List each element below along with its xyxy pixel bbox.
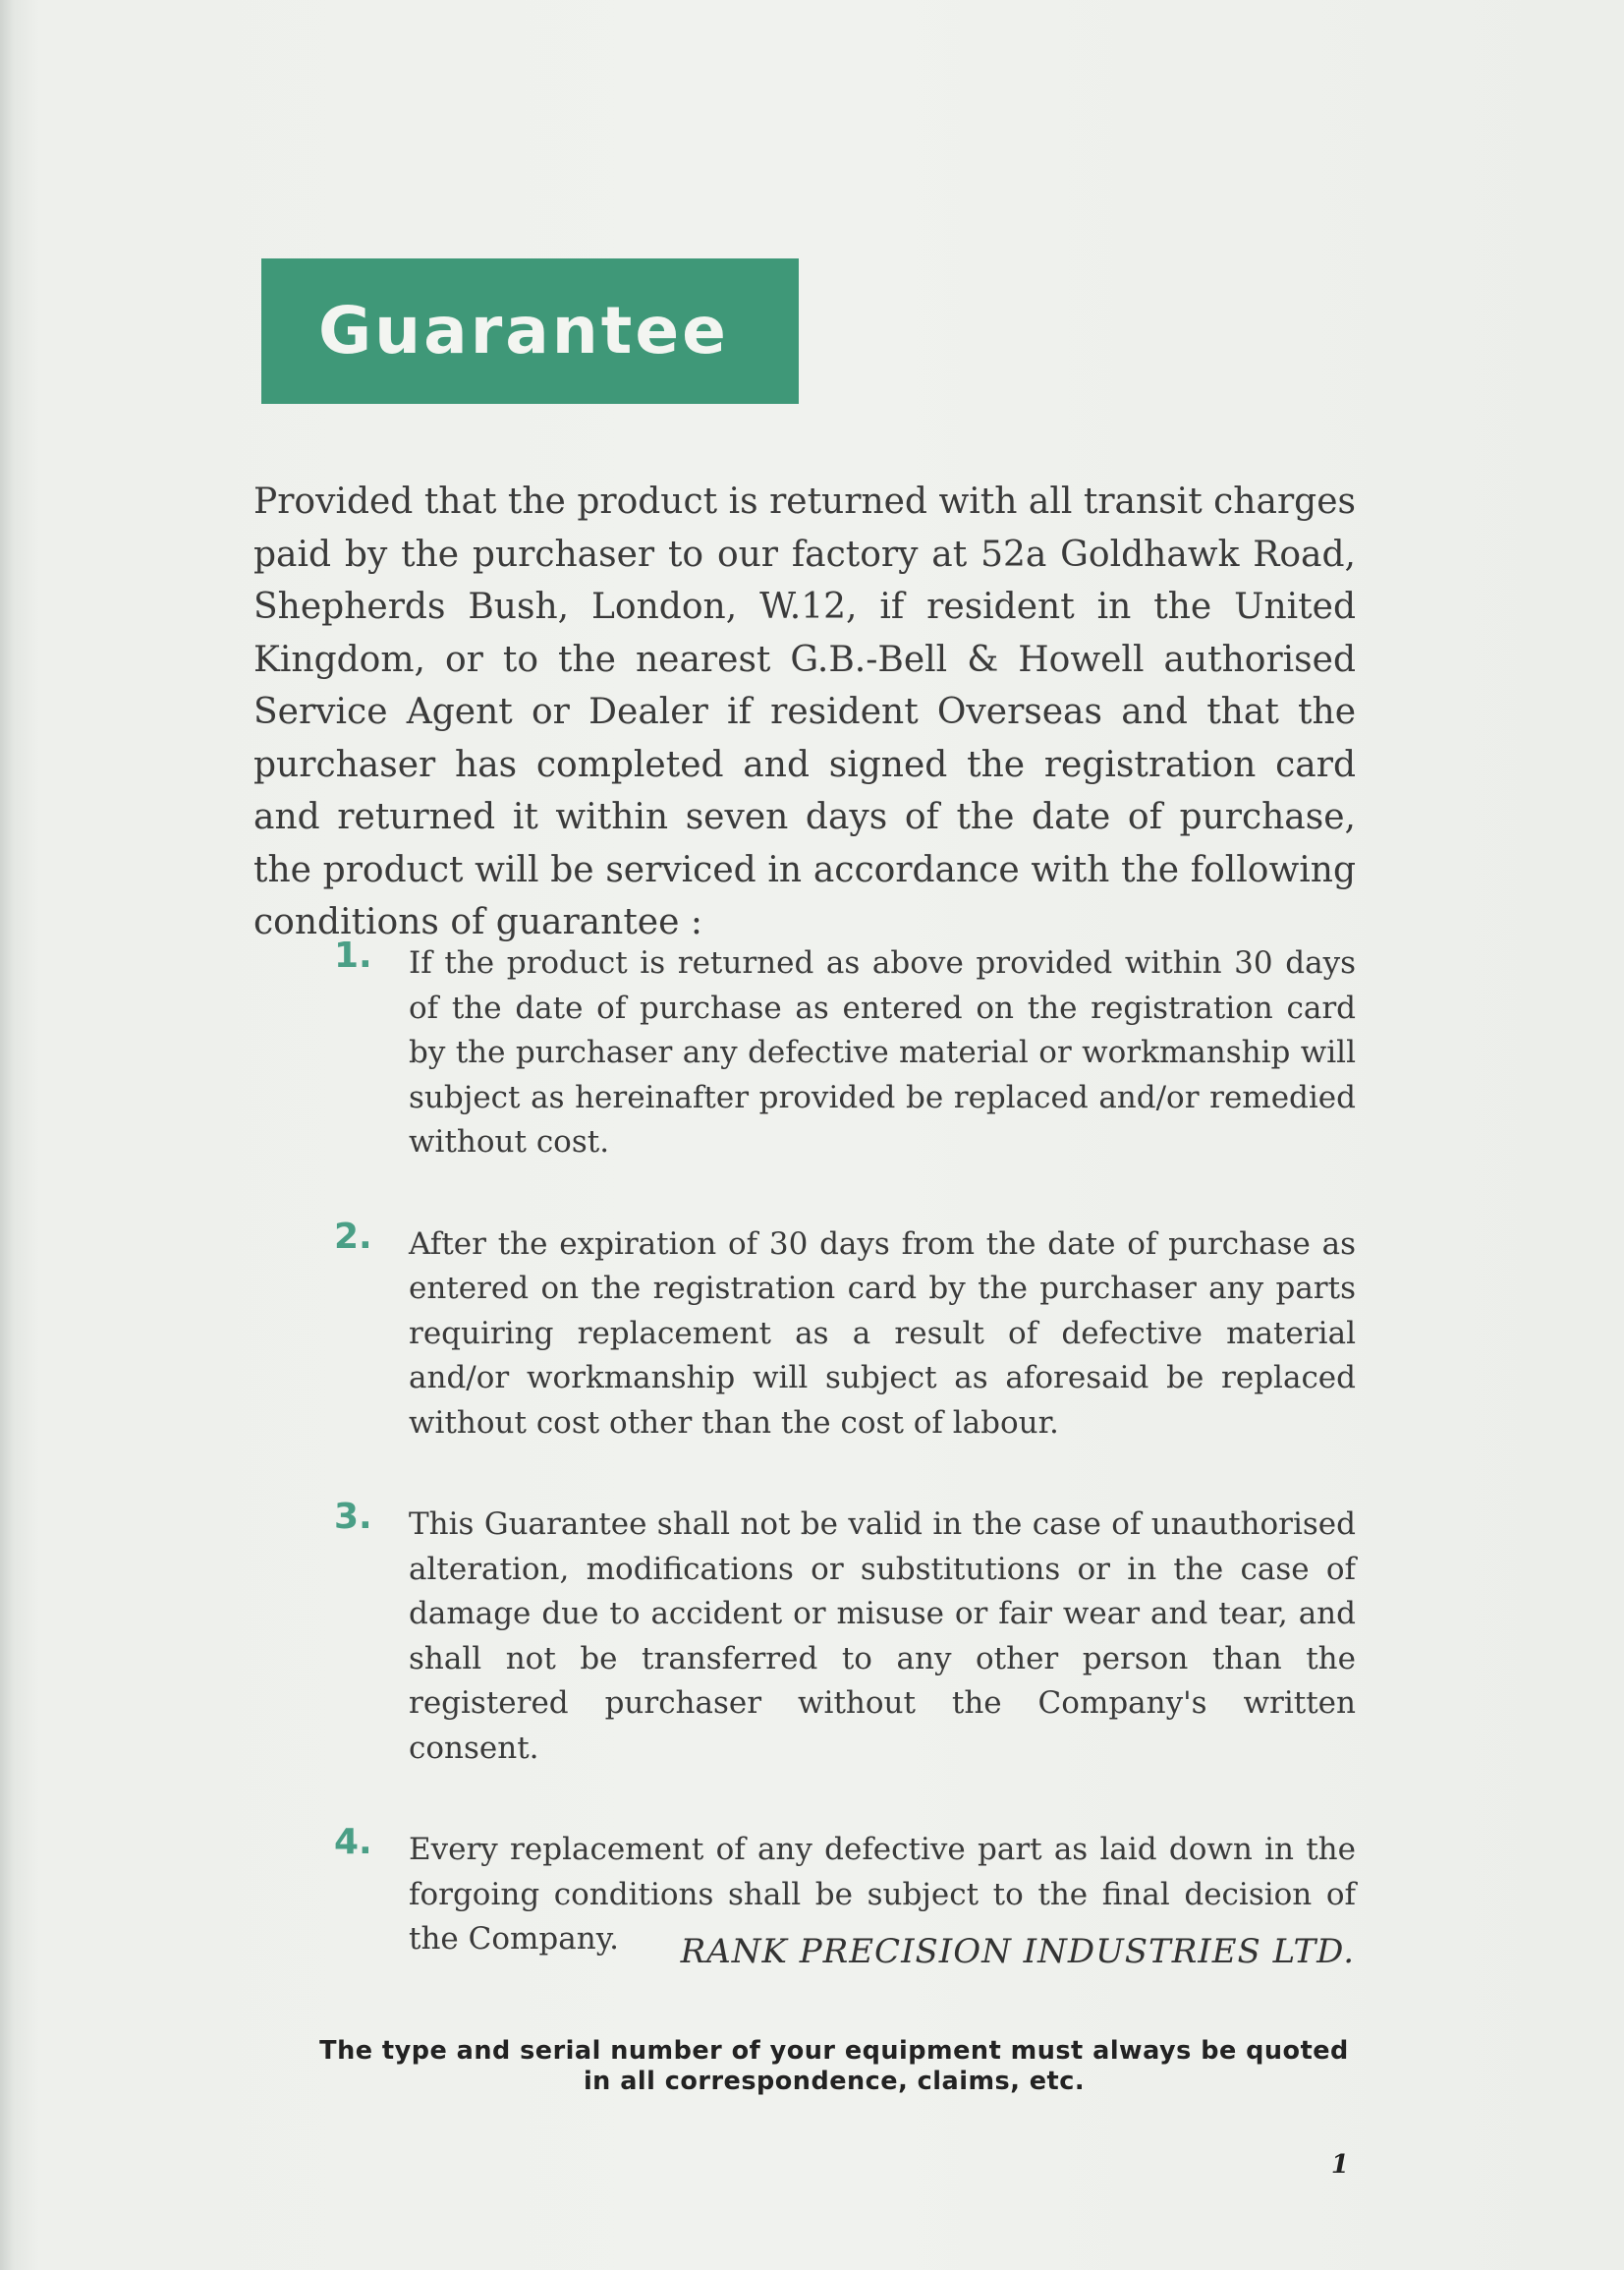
condition-number: 3. (334, 1497, 372, 1537)
page-number: 1 (1330, 2150, 1349, 2180)
condition-number: 2. (334, 1216, 372, 1257)
condition-number: 4. (334, 1822, 372, 1862)
intro-paragraph: Provided that the product is returned with all transit charges paid by the purchaser to our factory at 52a Goldhawk Road, Shepherds Bush, London, W.12, if resident in the United Kingdom, or to the nearest G.B.-Bell & Howell authorised Service Agent or Dealer if resident Overseas and that the purchaser has completed and signed the registration card and returned it within seven days of the date of purchase, the product will be serviced in accordance with the following conditions of guarantee : (253, 482, 1356, 942)
condition-number: 1. (334, 936, 372, 976)
conditions-list (332, 936, 1356, 2019)
condition-item-1 (332, 936, 1356, 1165)
condition-item-2 (332, 1216, 1356, 1447)
condition-text: If the product is returned as above provided within 30 days of the date of purchase as entered on the registration card by the purchaser any defective material or workmanship will subject as hereinafter provided be replaced and/or remedied without cost. (409, 945, 1356, 1160)
serial-number-notice: The type and serial number of your equipment must always be quoted in all correspondence, claims, etc. (319, 2036, 1349, 2096)
heading-banner (261, 258, 799, 404)
condition-text: After the expiration of 30 days from the date of purchase as entered on the registration card by the purchaser any parts requiring replacement as a result of defective material and/or workmanship will subject as aforesaid be replaced without cost other than the cost of labour. (409, 1225, 1356, 1441)
page-title: Guarantee (318, 293, 729, 369)
condition-text: Every replacement of any defective part as laid down in the forgoing conditions shall be subject to the final decision of the Company. (409, 1832, 1356, 1957)
condition-text: This Guarantee shall not be valid in the case of unauthorised alteration, modifications or substitutions or in the case of damage due to accident or misuse or fair wear and tear, and shall not be transferred to any other person than the registered purchaser without the Company's written consent. (409, 1506, 1356, 1766)
company-signoff: RANK PRECISION INDUSTRIES LTD. (680, 1932, 1355, 1971)
condition-item-3 (332, 1497, 1356, 1771)
